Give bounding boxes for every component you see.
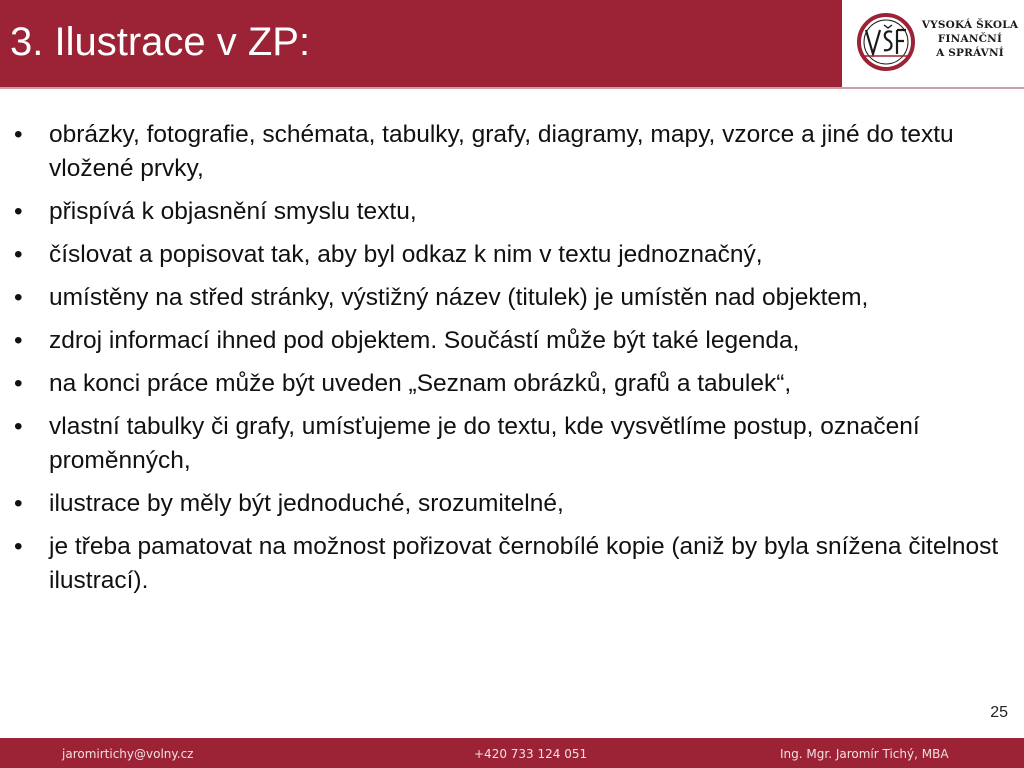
list-item-text: vlastní tabulky či grafy, umísťujeme je do textu, kde vysvětlíme postup, označení proměnných, bbox=[49, 413, 920, 474]
list-item bbox=[12, 410, 1016, 478]
bullet-icon: • bbox=[14, 533, 23, 560]
list-item-text: umístěny na střed stránky, výstižný název (titulek) je umístěn nad objektem, bbox=[49, 284, 869, 311]
list-item bbox=[12, 324, 1016, 358]
bullet-icon: • bbox=[14, 490, 23, 517]
bullet-icon: • bbox=[14, 413, 23, 440]
list-item-text: číslovat a popisovat tak, aby byl odkaz k nim v textu jednoznačný, bbox=[49, 241, 763, 268]
title-bar bbox=[0, 0, 842, 87]
page-number: 25 bbox=[990, 704, 1008, 721]
footer-bar bbox=[0, 738, 1024, 768]
logo-line: FINANČNÍ bbox=[937, 33, 1003, 45]
slide-title: 3. Ilustrace v ZP: bbox=[10, 20, 311, 64]
list-item-text: přispívá k objasnění smyslu textu, bbox=[49, 198, 417, 225]
list-item bbox=[12, 487, 1016, 521]
list-item bbox=[12, 367, 1016, 401]
bullet-list bbox=[12, 118, 1016, 607]
list-item bbox=[12, 195, 1016, 229]
list-item-text: obrázky, fotografie, schémata, tabulky, grafy, diagramy, mapy, vzorce a jiné do textu vložené prvky, bbox=[49, 121, 954, 182]
bullet-icon: • bbox=[14, 327, 23, 354]
list-item bbox=[12, 118, 1016, 186]
header-divider bbox=[0, 87, 1024, 89]
list-item-text: zdroj informací ihned pod objektem. Součástí může být také legenda, bbox=[49, 327, 800, 354]
list-item-text: ilustrace by měly být jednoduché, srozumitelné, bbox=[49, 490, 564, 517]
list-item bbox=[12, 530, 1016, 598]
bullet-icon: • bbox=[14, 198, 23, 225]
logo-line: A SPRÁVNÍ bbox=[936, 47, 1004, 59]
list-item-text: je třeba pamatovat na možnost pořizovat černobílé kopie (aniž by byla snížena čitelnost ilustrací). bbox=[49, 533, 999, 594]
list-item bbox=[12, 281, 1016, 315]
footer-author: Ing. Mgr. Jaromír Tichý, MBA bbox=[780, 747, 949, 761]
footer-phone: +420 733 124 051 bbox=[474, 747, 588, 761]
bullet-icon: • bbox=[14, 284, 23, 311]
bullet-icon: • bbox=[14, 121, 23, 148]
logo-text bbox=[920, 18, 1020, 60]
logo-line: VYSOKÁ ŠKOLA bbox=[921, 19, 1019, 31]
footer-email[interactable]: jaromirtichy@volny.cz bbox=[62, 747, 194, 761]
list-item-text: na konci práce může být uveden „Seznam obrázků, grafů a tabulek“, bbox=[49, 370, 792, 397]
bullet-icon: • bbox=[14, 241, 23, 268]
list-item bbox=[12, 238, 1016, 272]
vsfs-logo-icon bbox=[854, 10, 918, 74]
bullet-icon: • bbox=[14, 370, 23, 397]
logo bbox=[842, 0, 1024, 87]
